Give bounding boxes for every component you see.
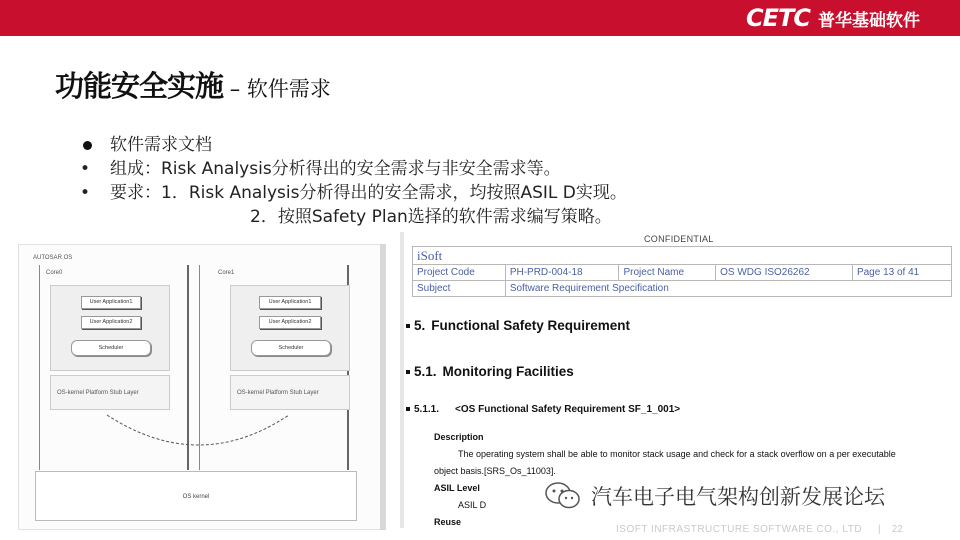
bullet-text: 软件需求文档	[110, 135, 212, 155]
user-application-box: User Application1	[81, 296, 141, 309]
page-number: Page 13 of 41	[852, 265, 951, 281]
bullet-dot-icon	[80, 133, 92, 157]
watermark-text: 汽车电子电气架构创新发展论坛	[591, 485, 885, 509]
os-architecture-diagram	[18, 244, 386, 530]
footer-page-number: | 22	[878, 524, 903, 535]
project-code-label: Project Code	[413, 265, 506, 281]
bullet-text: 组成：Risk Analysis分析得出的安全需求与非安全需求等。	[110, 159, 561, 179]
core-label: Core0	[46, 270, 63, 276]
description-line: The operating system shall be able to monitor stack usage and check for a stack overflow on a per executable	[458, 449, 896, 459]
description-line: object basis.[SRS_Os_11003].	[434, 466, 556, 476]
wechat-icon	[543, 480, 583, 512]
slide-title	[55, 64, 331, 105]
user-application-box: User Application2	[81, 316, 141, 329]
description-label: Description	[434, 432, 484, 442]
project-name-value: OS WDG ISO26262	[716, 265, 853, 281]
stub-label: OS-kernel Platform Stub Layer	[57, 390, 139, 396]
subject-label: Subject	[413, 281, 506, 297]
section-heading-3: 5.1.1. <OS Functional Safety Requirement SF_1_001>	[406, 404, 680, 415]
stub-label: OS-kernel Platform Stub Layer	[237, 390, 319, 396]
section-heading-2: 5.1. Monitoring Facilities	[406, 364, 574, 379]
asil-value: ASIL D	[458, 500, 487, 510]
user-application-box: User Application2	[259, 316, 321, 329]
scheduler-box: Scheduler	[251, 340, 331, 356]
watermark	[543, 480, 885, 512]
bullet-marker: •	[80, 159, 91, 179]
isoft-logo: iSoft	[413, 247, 952, 265]
project-code-value: PH-PRD-004-18	[505, 265, 619, 281]
document-header-table	[412, 246, 952, 297]
reuse-label: Reuse	[434, 517, 462, 527]
slide-title-sub: – 软件需求	[223, 77, 331, 101]
logo-mark: CETC	[746, 4, 810, 32]
footer-company: ISOFT INFRASTRUCTURE SOFTWARE CO., LTD	[616, 524, 863, 535]
os-kernel-box: OS kernel	[35, 471, 357, 521]
diagram-label: AUTOSAR OS	[33, 255, 73, 261]
logo-text: 普华基础软件	[818, 10, 920, 31]
user-application-box: User Application1	[259, 296, 321, 309]
bullet-text: 要求：1．Risk Analysis分析得出的安全需求，均按照ASIL D实现。	[110, 183, 627, 203]
slide-title-main: 功能安全实施	[55, 69, 224, 103]
project-name-label: Project Name	[619, 265, 716, 281]
subject-value: Software Requirement Specification	[505, 281, 951, 297]
section-heading-1: 5. Functional Safety Requirement	[406, 318, 630, 333]
confidential-label: CONFIDENTIAL	[644, 234, 714, 244]
core-label: Core1	[218, 270, 235, 276]
bullet-text: 2．按照Safety Plan选择的软件需求编写策略。	[250, 207, 612, 227]
bullet-marker: •	[80, 183, 91, 203]
asil-label: ASIL Level	[434, 483, 480, 493]
footer	[0, 520, 960, 540]
scheduler-box: Scheduler	[71, 340, 151, 356]
cetc-logo	[746, 4, 920, 32]
diagram-shadow	[380, 244, 386, 530]
